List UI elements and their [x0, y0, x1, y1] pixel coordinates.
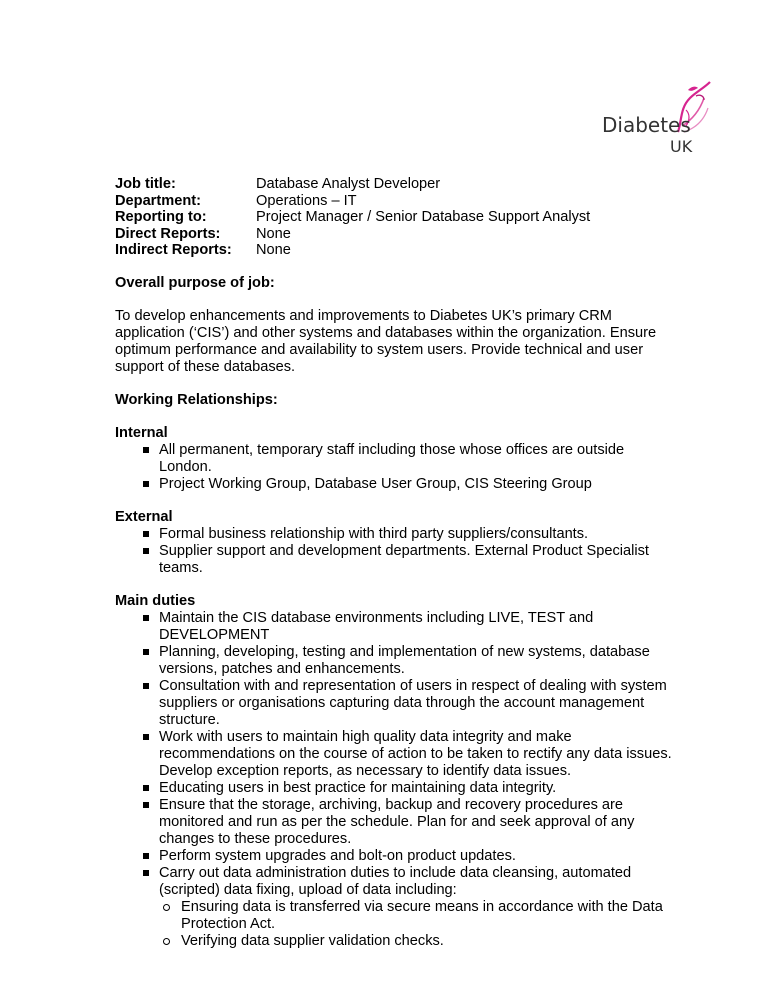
list-item: Formal business relationship with third party suppliers/consultants. — [115, 526, 675, 543]
external-heading: External — [115, 508, 173, 525]
sub-list-item: Verifying data supplier validation checks. — [115, 933, 675, 950]
purpose-heading: Overall purpose of job: — [115, 274, 275, 291]
list-item: All permanent, temporary staff including those whose offices are outside London. — [115, 442, 675, 476]
list-item: Project Working Group, Database User Group, CIS Steering Group — [115, 476, 675, 493]
list-item: Work with users to maintain high quality data integrity and make recommendations on the course of action to be taken to rectify any data issues. Develop exception reports, as necessary to identify data issues. — [115, 729, 675, 780]
info-value: Operations – IT — [256, 192, 357, 209]
info-row-reporting-to — [115, 209, 675, 226]
sub-list-item: Ensuring data is transferred via secure means in accordance with the Data Protection Act. — [115, 899, 675, 933]
info-label: Direct Reports: — [115, 225, 221, 242]
main-duties-heading: Main duties — [115, 592, 196, 609]
info-row-department — [115, 193, 675, 210]
info-value: None — [256, 242, 291, 259]
info-label: Department: — [115, 192, 201, 209]
data-admin-sublist — [115, 899, 675, 950]
info-label: Indirect Reports: — [115, 242, 232, 259]
info-row-direct-reports — [115, 226, 675, 243]
list-item: Educating users in best practice for maintaining data integrity. — [115, 780, 675, 797]
list-item: Ensure that the storage, archiving, backup and recovery procedures are monitored and run as per the schedule. Plan for and seek approval of any changes to these procedures. — [115, 797, 675, 848]
purpose-text: To develop enhancements and improvements to Diabetes UK’s primary CRM application (‘CIS’) and other systems and databases within the organization. Ensure optimum performance and availability to system users. Provide technical and user support of these databases. — [115, 307, 657, 375]
external-list — [115, 526, 675, 577]
relationships-heading: Working Relationships: — [115, 391, 278, 408]
svg-text:UK: UK — [670, 137, 693, 156]
job-description — [115, 176, 675, 950]
list-item: Supplier support and development departments. External Product Specialist teams. — [115, 543, 675, 577]
list-item: Maintain the CIS database environments including LIVE, TEST and DEVELOPMENT — [115, 610, 675, 644]
info-value: None — [256, 225, 291, 242]
hummingbird-icon — [600, 80, 720, 160]
info-value: Project Manager / Senior Database Support Analyst — [256, 209, 591, 226]
info-row-indirect-reports — [115, 242, 675, 259]
internal-list — [115, 442, 675, 493]
diabetes-uk-logo — [600, 80, 720, 160]
list-item: Consultation with and representation of users in respect of dealing with system suppliers or organisations capturing data through the account management structure. — [115, 678, 675, 729]
main-duties-list — [115, 610, 675, 899]
svg-text:Diabetes: Diabetes — [602, 113, 691, 137]
internal-heading: Internal — [115, 424, 168, 441]
info-label: Job title: — [115, 176, 176, 192]
list-item: Carry out data administration duties to include data cleansing, automated (scripted) data fixing, upload of data including: — [115, 865, 675, 899]
job-info-table — [115, 176, 675, 259]
info-value: Database Analyst Developer — [256, 176, 441, 192]
info-label: Reporting to: — [115, 209, 207, 226]
info-row-job-title — [115, 176, 675, 193]
list-item: Perform system upgrades and bolt-on product updates. — [115, 848, 675, 865]
list-item: Planning, developing, testing and implementation of new systems, database versions, patches and enhancements. — [115, 644, 675, 678]
